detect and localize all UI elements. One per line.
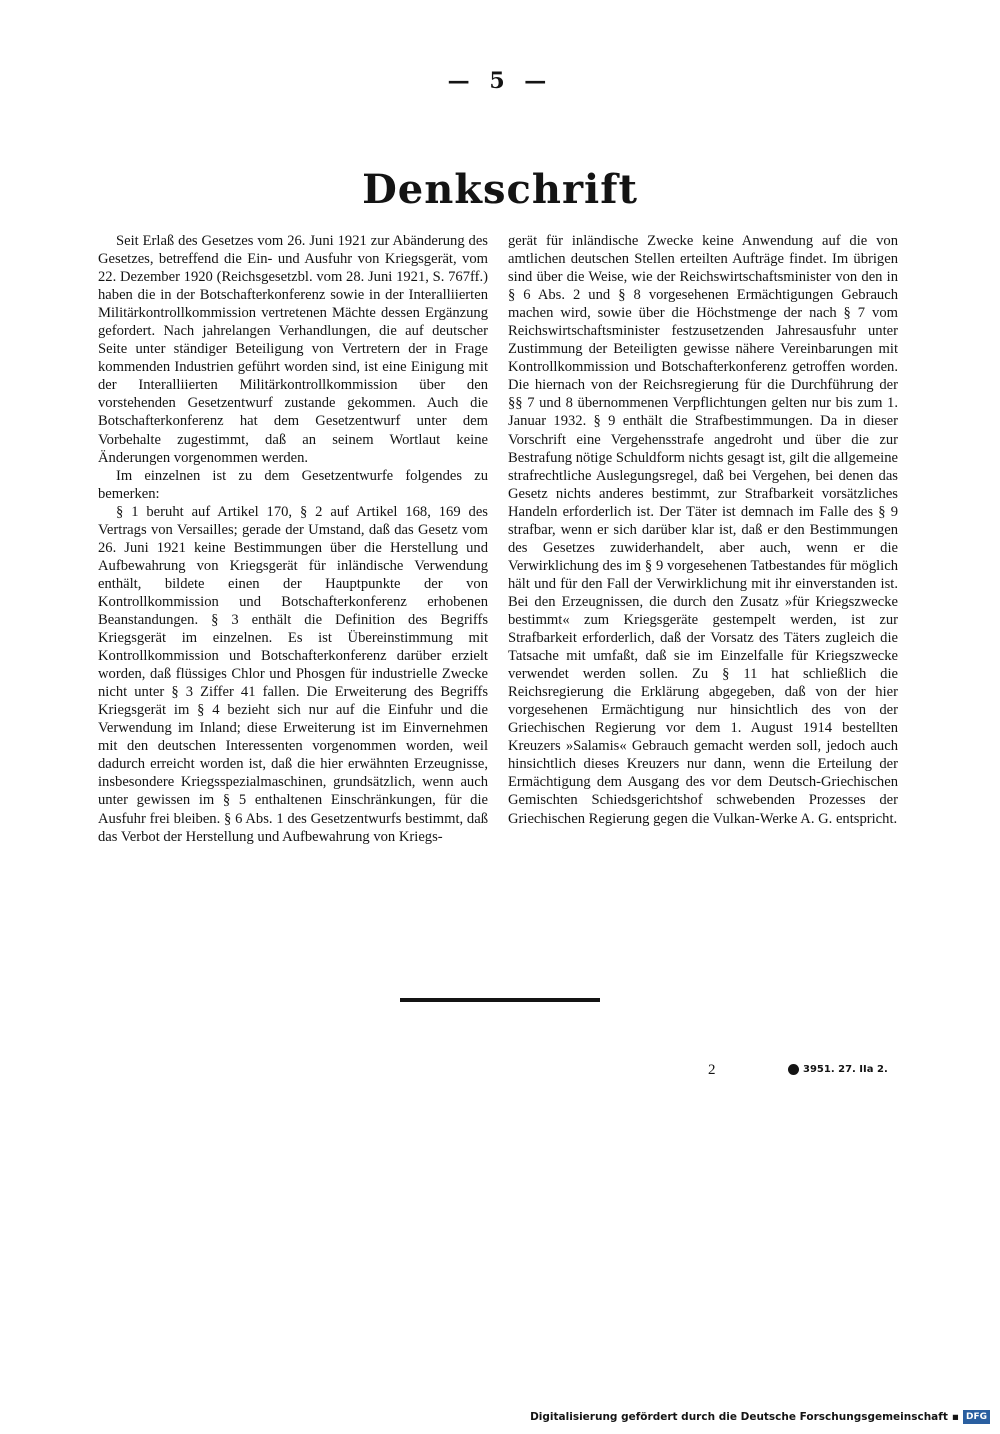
funding-footer (530, 1410, 990, 1424)
signature-number: 2 (708, 1062, 716, 1078)
page-number: — 5 — (447, 68, 553, 94)
funding-note: Digitalisierung gefördert durch die Deutsche Forschungsgemeinschaft (530, 1411, 948, 1423)
dfg-logo-icon: DFG (963, 1410, 990, 1424)
section-divider (400, 998, 600, 1002)
body-columns (98, 232, 898, 846)
paragraph-sections: § 1 beruht auf Artikel 170, § 2 auf Artikel 168, 169 des Vertrags von Versailles; gerade der Umstand, daß das Gesetz vom 26. Juni 1921 keine Bestimmungen über die Herstellung und Aufbewahrung von Kriegsgerät für inländische Verwendung enthält, bildete einen der Hauptpunkte der von Kontrollkommission und Botschafterkonferenz erhobenen Beanstandungen. § 3 enthält die Definition des Begriffs Kriegsgerät im einzelnen. Es ist Übereinstimmung mit Kontrollkommission und Botschafterkonferenz darüber erzielt worden, daß flüssiges Chlor und Phosgen für industrielle Zwecke nicht unter § 3 Ziffer 41 fallen. Die Erweiterung des Begriffs Kriegsgerät im § 4 bezieht sich nur auf die Einfuhr und die Verwendung im Inland; diese Erweiterung ist im Einvernehmen mit den deutschen Interessenten vorgenommen worden, weil dadurch erreicht worden ist, daß die hier erwähnten Erzeugnisse, insbesondere Kriegsspezialmaschinen, grundsätzlich, wenn auch unter gewissen im § 5 enthaltenen Einschränkungen, für die Ausfuhr frei bleiben. § 6 Abs. 1 des Gesetzentwurfs bestimmt, daß das Verbot der Herstellung und Aufbewahrung von Kriegs- (98, 503, 488, 845)
footer-separator: ▪ (951, 1411, 959, 1423)
printer-mark (788, 1064, 888, 1075)
printer-dot-icon (788, 1064, 799, 1075)
print-code: 3951. 27. IIa 2. (803, 1064, 888, 1075)
paragraph-continuation: gerät für inländische Zwecke keine Anwendung auf die von amtlichen deutschen Stellen erteilten Aufträge findet. Im übrigen sind über die Weise, wie der Reichswirtschaftsminister von den in § 6 Abs. 2 und § 8 vorgesehenen Ermächtigungen Gebrauch machen wird, sowie über die Höchstmenge der nach § 7 vom Reichswirtschaftsminister festzusetzenden Jahresausfuhr unter Zustimmung der Beteiligten gewisse nähere Vereinbarungen mit Kontrollkommission und Botschafterkonferenz getroffen worden. Die hiernach von der Reichsregierung für die Durchführung der §§ 7 und 8 übernommenen Verpflichtungen gelten nur bis zum 1. Januar 1932. § 9 enthält die Strafbestimmungen. Da in dieser Vorschrift eine Vergehensstrafe angedroht und über die zur Bestrafung nötige Schuldform nichts gesagt ist, gilt die allgemeine strafrechtliche Auslegungsregel, daß bei Vergehen, bei denen das Gesetz nichts anderes bestimmt, zur Strafbarkeit vorsätzliches Handeln erforderlich ist. Der Täter ist demnach im Falle des § 9 strafbar, wenn er sich darüber klar ist, daß er den Bestimmungen des Gesetzes zuwiderhandelt, aber auch, wenn er die Verwirklichung des im § 9 vorgesehenen Tatbestandes für möglich hält und für den Fall der Verwirklichung mit ihr einverstanden ist. Bei den Erzeugnissen, die durch den Zusatz »für Kriegszwecke bestimmt« zum Kriegsgeräte gestempelt werden, ist zur Strafbarkeit erforderlich, daß der Vorsatz des Täters zugleich die Tatsache mit umfaßt, daß sie im Einzelfalle für Kriegszwecke verwendet werden sollen. Zu § 11 hat schließlich die Reichsregierung die Erklärung abgegeben, daß von der hier vorgesehenen Ermächtigung nur hinsichtlich des von der Griechischen Regierung vor dem 1. August 1914 bestellten Kreuzers »Salamis« Gebrauch gemacht werden soll, jedoch auch hinsichtlich dieses Kreuzers nur dann, wenn die Erteilung der Ermächtigung dem Ausgang des vor dem Deutsch-Griechischen Gemischten Schiedsgerichtshof schwebenden Prozesses der Griechischen Regierung gegen die Vulkan-Werke A. G. entspricht. (508, 233, 898, 827)
document-title: Denkschrift (362, 166, 638, 213)
paragraph-remarks: Im einzelnen ist zu dem Gesetzentwurfe folgendes zu bemerken: (98, 467, 488, 502)
paragraph-intro: Seit Erlaß des Gesetzes vom 26. Juni 1921 zur Abänderung des Gesetzes, betreffend die Ein- und Ausfuhr von Kriegsgerät, vom 22. Dezember 1920 (Reichsgesetzbl. vom 28. Juni 1921, S. 767ff.) haben die in der Botschafterkonferenz sowie in der Interalliierten Militärkontrollkommission vertretenen Mächte dessen Ergänzung gefordert. Nach jahrelangen Verhandlungen, die auf deutscher Seite unter ständiger Beteiligung von Vertretern der in Frage kommenden Industrien geführt worden sind, ist eine Einigung mit der Interalliierten Militärkontrollkommission über den vorstehenden Gesetzentwurf zustande gekommen. Auch die Botschafterkonferenz hat dem Gesetzentwurf unter dem Vorbehalte zugestimmt, daß an seinem Wortlaut keine Änderungen vorgenommen werden. (98, 233, 488, 466)
right-column (508, 232, 898, 846)
left-column (98, 232, 488, 846)
